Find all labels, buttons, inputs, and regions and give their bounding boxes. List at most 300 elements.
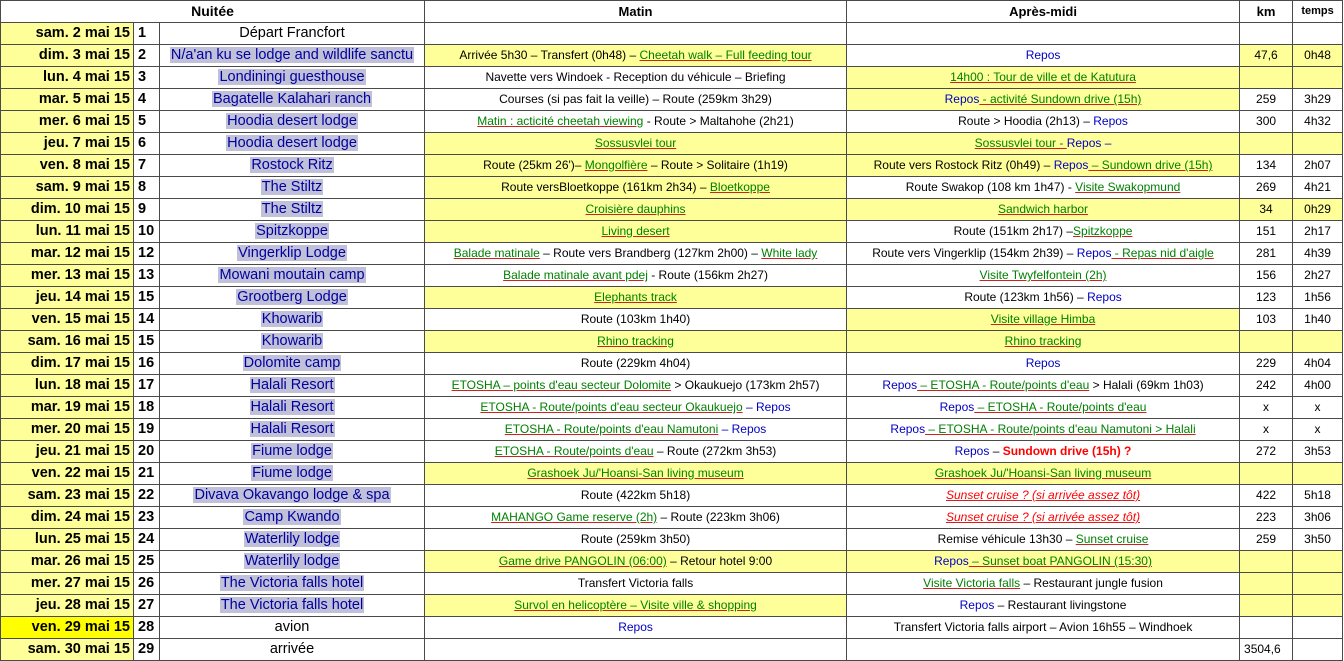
activity-text: Repos <box>1025 356 1061 370</box>
table-row <box>1 133 1343 155</box>
temps-cell <box>1293 617 1343 639</box>
lodge-cell <box>160 67 425 89</box>
activity-text: – Route > Solitaire (1h19) <box>647 158 788 172</box>
temps-cell: 2h27 <box>1293 265 1343 287</box>
date-cell: ven. 15 mai 15 <box>1 309 134 331</box>
morning-cell <box>425 177 847 199</box>
table-row <box>1 419 1343 441</box>
table-row <box>1 353 1343 375</box>
activity-text: – Sunset boat PANGOLIN (15:30) <box>968 554 1152 568</box>
night-number: 6 <box>134 133 160 155</box>
activity-text: Repos <box>944 92 980 106</box>
lodge-name: The Victoria falls hotel <box>220 575 364 591</box>
morning-cell <box>425 265 847 287</box>
km-cell <box>1240 133 1293 155</box>
activity-text: – ETOSHA - Route/points d'eau <box>974 400 1147 414</box>
morning-cell <box>425 133 847 155</box>
date-cell: jeu. 21 mai 15 <box>1 441 134 463</box>
morning-cell <box>425 441 847 463</box>
morning-cell <box>425 463 847 485</box>
date-cell: lun. 4 mai 15 <box>1 67 134 89</box>
table-row <box>1 199 1343 221</box>
activity-text: Matin : acticité cheetah viewing <box>477 114 644 128</box>
activity-text: Route (422km 5h18) <box>580 488 691 502</box>
activity-text: Rhino tracking <box>597 334 674 348</box>
temps-cell: 4h21 <box>1293 177 1343 199</box>
activity-text: Route (229km 4h04) <box>580 356 691 370</box>
lodge-cell <box>160 529 425 551</box>
afternoon-cell <box>847 287 1240 309</box>
lodge-name: Halali Resort <box>250 377 334 393</box>
temps-cell: 4h00 <box>1293 375 1343 397</box>
km-cell: 47,6 <box>1240 45 1293 67</box>
afternoon-cell <box>847 639 1240 661</box>
morning-cell <box>425 67 847 89</box>
temps-cell: 0h48 <box>1293 45 1343 67</box>
lodge-cell <box>160 89 425 111</box>
temps-cell: 3h29 <box>1293 89 1343 111</box>
afternoon-cell <box>847 265 1240 287</box>
km-cell: 300 <box>1240 111 1293 133</box>
morning-cell <box>425 45 847 67</box>
lodge-cell <box>160 111 425 133</box>
morning-cell <box>425 529 847 551</box>
lodge-name: N/a'an ku se lodge and wildlife sanctu <box>170 47 414 63</box>
night-number: 22 <box>134 485 160 507</box>
date-cell: mar. 12 mai 15 <box>1 243 134 265</box>
activity-text: Balade matinale <box>453 246 540 260</box>
activity-text: – Route (223km 3h06) <box>657 510 780 524</box>
activity-text: Grashoek Ju/'Hoansi-San living museum <box>527 466 744 480</box>
activity-text: – <box>989 444 1003 458</box>
afternoon-cell <box>847 67 1240 89</box>
activity-text: Visite village Himba <box>990 312 1096 326</box>
lodge-name: Vingerklip Lodge <box>238 245 346 261</box>
afternoon-cell <box>847 617 1240 639</box>
lodge-cell <box>160 221 425 243</box>
date-cell: lun. 18 mai 15 <box>1 375 134 397</box>
header-nuitee: Nuitée <box>1 1 425 23</box>
lodge-name: Mowani moutain camp <box>219 267 365 283</box>
date-cell: sam. 16 mai 15 <box>1 331 134 353</box>
lodge-name: Dolomite camp <box>243 355 341 371</box>
table-row <box>1 485 1343 507</box>
table-row <box>1 221 1343 243</box>
morning-cell <box>425 639 847 661</box>
lodge-name: Khowarib <box>261 311 323 327</box>
date-cell: mar. 5 mai 15 <box>1 89 134 111</box>
lodge-name: Rostock Ritz <box>251 157 333 173</box>
lodge-name: Hoodia desert lodge <box>227 135 357 151</box>
temps-cell: 2h07 <box>1293 155 1343 177</box>
lodge-cell <box>160 441 425 463</box>
afternoon-cell <box>847 573 1240 595</box>
activity-text: Repos <box>1025 48 1061 62</box>
date-cell: mar. 19 mai 15 <box>1 397 134 419</box>
date-cell: dim. 24 mai 15 <box>1 507 134 529</box>
temps-cell <box>1293 551 1343 573</box>
night-number: 17 <box>134 375 160 397</box>
table-row <box>1 309 1343 331</box>
header-row <box>1 1 1343 23</box>
km-cell: 259 <box>1240 529 1293 551</box>
activity-text: Sunset cruise <box>1075 532 1149 546</box>
table-row <box>1 397 1343 419</box>
night-number: 8 <box>134 177 160 199</box>
temps-cell: x <box>1293 419 1343 441</box>
date-cell: jeu. 14 mai 15 <box>1 287 134 309</box>
lodge-name: Camp Kwando <box>244 509 340 525</box>
lodge-cell <box>160 419 425 441</box>
night-number: 28 <box>134 617 160 639</box>
lodge-cell <box>160 133 425 155</box>
afternoon-cell <box>847 331 1240 353</box>
date-cell: mer. 13 mai 15 <box>1 265 134 287</box>
temps-cell: 1h40 <box>1293 309 1343 331</box>
lodge-name: Bagatelle Kalahari ranch <box>213 91 372 107</box>
lodge-cell <box>160 551 425 573</box>
activity-text: - activité Sundown drive (15h) <box>979 92 1142 106</box>
night-number: 2 <box>134 45 160 67</box>
table-row <box>1 89 1343 111</box>
temps-cell <box>1293 67 1343 89</box>
afternoon-cell <box>847 353 1240 375</box>
activity-text: Visite Swakopmund <box>1075 180 1181 194</box>
activity-text: Repos <box>939 400 975 414</box>
activity-text: Repos <box>1093 114 1128 128</box>
lodge-name: Halali Resort <box>250 399 334 415</box>
lodge-cell <box>160 617 425 639</box>
km-cell <box>1240 573 1293 595</box>
lodge-cell <box>160 265 425 287</box>
date-cell: mer. 20 mai 15 <box>1 419 134 441</box>
date-cell: lun. 11 mai 15 <box>1 221 134 243</box>
km-total: 3504,6 <box>1240 639 1293 661</box>
morning-cell <box>425 375 847 397</box>
activity-text: Transfert Victoria falls <box>577 576 694 590</box>
lodge-cell <box>160 463 425 485</box>
activity-text: 14h00 : Tour de ville et de Katutura <box>950 70 1136 84</box>
afternoon-cell <box>847 309 1240 331</box>
activity-text: Repos <box>959 598 995 612</box>
activity-text: Repos <box>882 378 918 392</box>
lodge-cell <box>160 331 425 353</box>
lodge-cell <box>160 353 425 375</box>
activity-text: Route (151km 2h17) – <box>953 224 1074 238</box>
km-cell: 281 <box>1240 243 1293 265</box>
afternoon-cell <box>847 23 1240 45</box>
date-cell: jeu. 28 mai 15 <box>1 595 134 617</box>
afternoon-cell <box>847 155 1240 177</box>
temps-cell <box>1293 595 1343 617</box>
morning-cell <box>425 89 847 111</box>
lodge-name: Fiume lodge <box>252 443 332 459</box>
lodge-cell <box>160 573 425 595</box>
morning-cell <box>425 353 847 375</box>
night-number: 14 <box>134 309 160 331</box>
lodge-name: Waterlily lodge <box>244 553 340 569</box>
date-cell: dim. 17 mai 15 <box>1 353 134 375</box>
temps-cell: 4h39 <box>1293 243 1343 265</box>
activity-text: Courses (si pas fait la veille) – Route (259km 3h29) <box>499 92 772 106</box>
activity-text: – Restaurant jungle fusion <box>1020 576 1163 590</box>
afternoon-cell <box>847 551 1240 573</box>
afternoon-cell <box>847 199 1240 221</box>
activity-text: Repos <box>954 444 990 458</box>
date-cell: sam. 30 mai 15 <box>1 639 134 661</box>
temps-cell: 1h56 <box>1293 287 1343 309</box>
itinerary-body <box>1 23 1343 661</box>
date-cell: ven. 29 mai 15 <box>1 617 134 639</box>
afternoon-cell <box>847 221 1240 243</box>
activity-text: Repos <box>890 422 926 436</box>
activity-text: > Okaukuejo (173km 2h57) <box>671 378 820 392</box>
activity-text: - Repas nid d'aigle <box>1111 246 1214 260</box>
table-row <box>1 45 1343 67</box>
table-row <box>1 23 1343 45</box>
night-number: 16 <box>134 353 160 375</box>
night-number: 9 <box>134 199 160 221</box>
activity-text: Sunset cruise ? (si arrivée assez tôt) <box>945 510 1141 524</box>
lodge-name: Départ Francfort <box>239 25 345 41</box>
activity-text: Rhino tracking <box>1004 334 1082 348</box>
morning-cell <box>425 485 847 507</box>
lodge-name: Fiume lodge <box>252 465 332 481</box>
activity-text: – Repos <box>742 400 791 414</box>
activity-text: MAHANGO Game reserve (2h) <box>491 510 658 524</box>
activity-text: Route vers Vingerklip (154km 2h39) – <box>872 246 1077 260</box>
table-row <box>1 177 1343 199</box>
activity-text: – Restaurant livingstone <box>994 598 1127 612</box>
night-number: 4 <box>134 89 160 111</box>
activity-text: Sundown drive (15h) ? <box>1002 444 1132 458</box>
activity-text: Repos <box>618 620 653 634</box>
activity-text: Transfert Victoria falls airport – Avion 16h55 – Windhoek <box>893 620 1193 634</box>
km-cell: 134 <box>1240 155 1293 177</box>
table-row <box>1 529 1343 551</box>
afternoon-cell <box>847 529 1240 551</box>
morning-cell <box>425 243 847 265</box>
lodge-cell <box>160 507 425 529</box>
morning-cell <box>425 331 847 353</box>
activity-text: Cheetah walk – Full feeding tour <box>639 48 812 62</box>
table-row <box>1 507 1343 529</box>
temps-cell: 0h29 <box>1293 199 1343 221</box>
activity-text: Repos – <box>1066 136 1112 150</box>
km-cell <box>1240 23 1293 45</box>
date-cell: mer. 27 mai 15 <box>1 573 134 595</box>
morning-cell <box>425 111 847 133</box>
activity-text: Game drive PANGOLIN (06:00) <box>498 554 667 568</box>
activity-text: Arrivée 5h30 – Transfert (0h48) – <box>459 48 640 62</box>
afternoon-cell <box>847 485 1240 507</box>
night-number: 29 <box>134 639 160 661</box>
morning-cell <box>425 221 847 243</box>
activity-text: Route versBloetkoppe (161km 2h34) – <box>501 180 710 194</box>
km-cell: x <box>1240 419 1293 441</box>
temps-cell: x <box>1293 397 1343 419</box>
lodge-cell <box>160 199 425 221</box>
morning-cell <box>425 507 847 529</box>
morning-cell <box>425 617 847 639</box>
table-row <box>1 331 1343 353</box>
lodge-cell <box>160 155 425 177</box>
morning-cell <box>425 287 847 309</box>
km-cell: 123 <box>1240 287 1293 309</box>
lodge-name: The Victoria falls hotel <box>220 597 364 613</box>
activity-text: ETOSHA - Route/points d'eau secteur Okaukuejo <box>480 400 743 414</box>
night-number: 1 <box>134 23 160 45</box>
activity-text: Route > Hoodia (2h13) – <box>958 114 1094 128</box>
activity-text: Spitzkoppe <box>1073 224 1133 238</box>
km-cell <box>1240 595 1293 617</box>
date-cell: ven. 22 mai 15 <box>1 463 134 485</box>
km-cell: 34 <box>1240 199 1293 221</box>
activity-text: Visite Victoria falls <box>923 576 1021 590</box>
night-number: 12 <box>134 243 160 265</box>
km-cell: 156 <box>1240 265 1293 287</box>
activity-text: Elephants track <box>594 290 677 304</box>
activity-text: Navette vers Windoek - Reception du véhicule – Briefing <box>485 70 786 84</box>
lodge-cell <box>160 45 425 67</box>
night-number: 25 <box>134 551 160 573</box>
afternoon-cell <box>847 441 1240 463</box>
activity-text: - Route > Maltahohe (2h21) <box>643 114 794 128</box>
header-matin: Matin <box>425 1 847 23</box>
km-cell: x <box>1240 397 1293 419</box>
afternoon-cell <box>847 111 1240 133</box>
morning-cell <box>425 23 847 45</box>
lodge-name: avion <box>274 619 310 635</box>
lodge-cell <box>160 243 425 265</box>
night-number: 23 <box>134 507 160 529</box>
activity-text: Route (259km 3h50) <box>580 532 691 546</box>
km-cell <box>1240 331 1293 353</box>
lodge-cell <box>160 375 425 397</box>
morning-cell <box>425 573 847 595</box>
afternoon-cell <box>847 89 1240 111</box>
date-cell: dim. 3 mai 15 <box>1 45 134 67</box>
date-cell: mar. 26 mai 15 <box>1 551 134 573</box>
afternoon-cell <box>847 463 1240 485</box>
lodge-cell <box>160 397 425 419</box>
km-cell: 103 <box>1240 309 1293 331</box>
morning-cell <box>425 551 847 573</box>
date-cell: ven. 8 mai 15 <box>1 155 134 177</box>
date-cell: jeu. 7 mai 15 <box>1 133 134 155</box>
temps-cell <box>1293 573 1343 595</box>
morning-cell <box>425 595 847 617</box>
temps-cell: 4h04 <box>1293 353 1343 375</box>
activity-text: Croisière dauphins <box>585 202 686 216</box>
activity-text: Visite Twyfelfontein (2h) <box>979 268 1107 282</box>
temps-cell: 2h17 <box>1293 221 1343 243</box>
activity-text: Repos <box>1053 158 1089 172</box>
activity-text: Sossusvlei tour <box>594 136 677 150</box>
afternoon-cell <box>847 419 1240 441</box>
lodge-name: The Stiltz <box>261 201 323 217</box>
lodge-cell <box>160 23 425 45</box>
km-cell: 242 <box>1240 375 1293 397</box>
activity-text: Balade matinale avant pdej <box>503 268 648 282</box>
afternoon-cell <box>847 507 1240 529</box>
temps-cell: 3h50 <box>1293 529 1343 551</box>
table-row <box>1 441 1343 463</box>
table-row <box>1 265 1343 287</box>
night-number: 21 <box>134 463 160 485</box>
activity-text: ETOSHA – points d'eau secteur Dolomite <box>451 378 672 392</box>
table-row <box>1 551 1343 573</box>
activity-text: – ETOSHA - Route/points d'eau <box>917 378 1090 392</box>
km-cell <box>1240 551 1293 573</box>
date-cell: lun. 25 mai 15 <box>1 529 134 551</box>
header-km: km <box>1240 1 1293 23</box>
lodge-name: Grootberg Lodge <box>237 289 347 305</box>
table-row <box>1 617 1343 639</box>
km-cell: 229 <box>1240 353 1293 375</box>
date-cell: sam. 2 mai 15 <box>1 23 134 45</box>
afternoon-cell <box>847 375 1240 397</box>
night-number: 15 <box>134 331 160 353</box>
lodge-name: Spitzkoppe <box>256 223 328 239</box>
km-cell <box>1240 463 1293 485</box>
night-number: 3 <box>134 67 160 89</box>
temps-cell: 3h53 <box>1293 441 1343 463</box>
lodge-name: Divava Okavango lodge & spa <box>194 487 390 503</box>
table-row <box>1 375 1343 397</box>
activity-text: Sunset cruise ? (si arrivée assez tôt) <box>945 488 1141 502</box>
km-cell: 422 <box>1240 485 1293 507</box>
night-number: 5 <box>134 111 160 133</box>
activity-text: Remise véhicule 13h30 – <box>937 532 1076 546</box>
temps-cell: 4h32 <box>1293 111 1343 133</box>
night-number: 18 <box>134 397 160 419</box>
table-row <box>1 111 1343 133</box>
km-cell: 259 <box>1240 89 1293 111</box>
activity-text: – Sundown drive (15h) <box>1088 158 1213 172</box>
activity-text: – Route (272km 3h53) <box>653 444 777 458</box>
temps-cell <box>1293 331 1343 353</box>
table-row <box>1 243 1343 265</box>
temps-cell <box>1293 463 1343 485</box>
activity-text: Mongolfière <box>584 158 648 172</box>
night-number: 24 <box>134 529 160 551</box>
activity-text: Sandwich harbor <box>998 202 1089 216</box>
activity-text: Repos <box>934 554 969 568</box>
night-number: 26 <box>134 573 160 595</box>
morning-cell <box>425 155 847 177</box>
activity-text: – Repos <box>718 422 767 436</box>
activity-text: ETOSHA - Route/points d'eau Namutoni <box>504 422 719 436</box>
activity-text: Living desert <box>601 224 670 238</box>
afternoon-cell <box>847 177 1240 199</box>
morning-cell <box>425 397 847 419</box>
table-row <box>1 573 1343 595</box>
night-number: 27 <box>134 595 160 617</box>
activity-text: > Halali (69km 1h03) <box>1089 378 1204 392</box>
lodge-name: Khowarib <box>261 333 323 349</box>
afternoon-cell <box>847 397 1240 419</box>
activity-text: Sossusvlei tour - <box>974 136 1067 150</box>
lodge-cell <box>160 595 425 617</box>
afternoon-cell <box>847 243 1240 265</box>
date-cell: dim. 10 mai 15 <box>1 199 134 221</box>
temps-cell: 3h06 <box>1293 507 1343 529</box>
lodge-name: Hoodia desert lodge <box>227 113 357 129</box>
km-cell: 151 <box>1240 221 1293 243</box>
afternoon-cell <box>847 45 1240 67</box>
activity-text: – ETOSHA - Route/points d'eau Namutoni > Halali <box>925 422 1196 436</box>
